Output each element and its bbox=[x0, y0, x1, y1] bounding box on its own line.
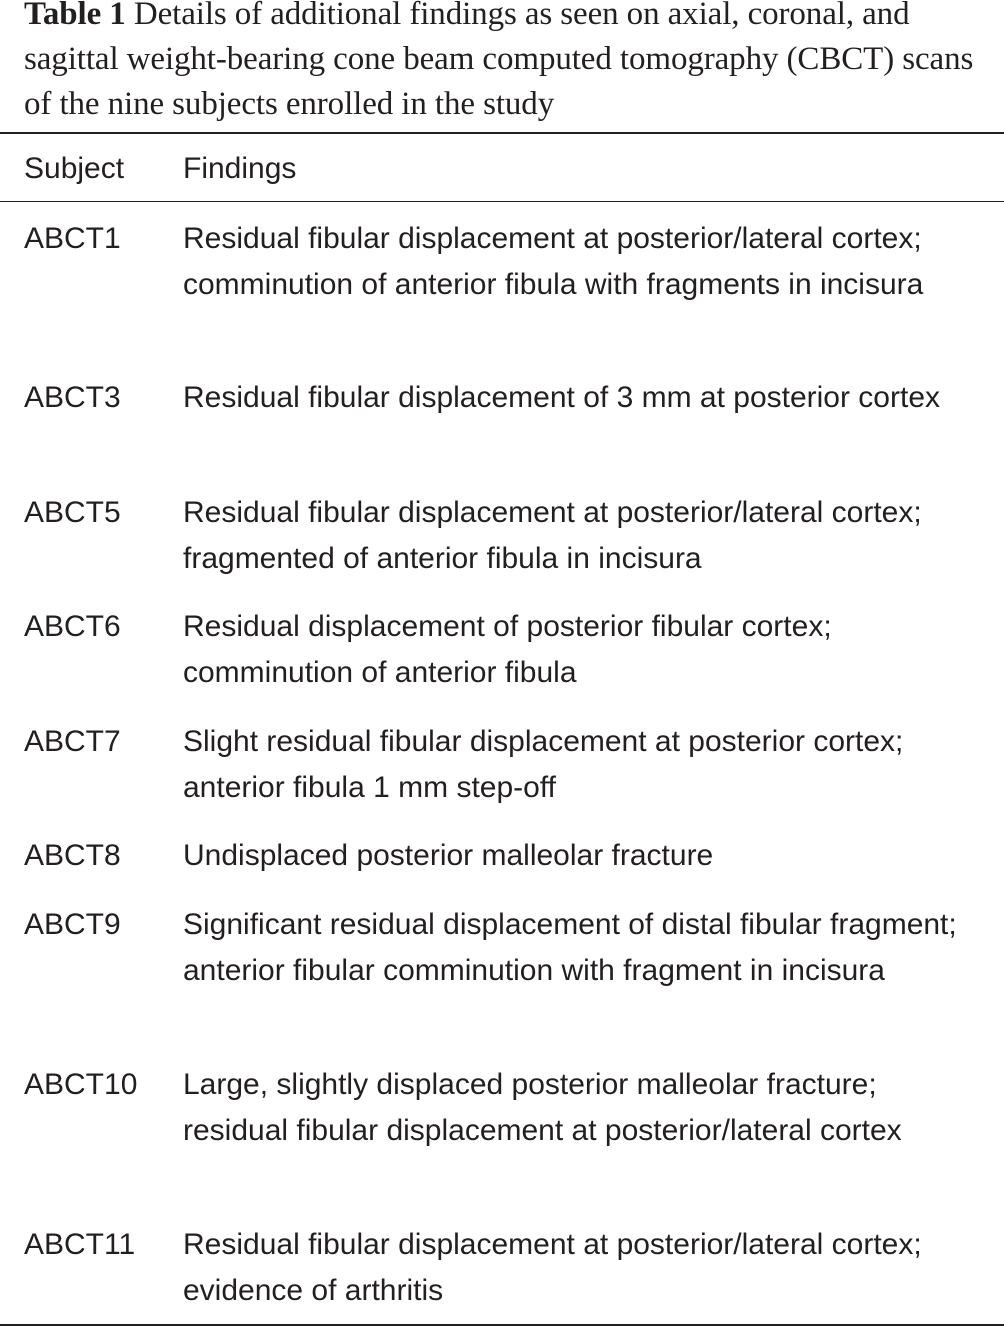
findings-cell: Residual fibular displacement at posterior/lateral cortex; fragmented of anterior fibula in incisura bbox=[183, 496, 922, 575]
column-header-subject: Subject bbox=[24, 152, 125, 185]
subject-cell: ABCT11 bbox=[24, 1228, 136, 1261]
table-label: Table 1 bbox=[24, 0, 126, 32]
findings-cell: Residual displacement of posterior fibular cortex; comminution of anterior fibula bbox=[183, 610, 832, 689]
subject-cell: ABCT7 bbox=[24, 725, 121, 758]
subject-cell: ABCT3 bbox=[24, 381, 121, 414]
table-header-rule bbox=[0, 201, 1004, 202]
table-bottom-rule bbox=[0, 1324, 1004, 1326]
findings-cell: Residual fibular displacement at posterior/lateral cortex; evidence of arthritis bbox=[183, 1228, 922, 1307]
subject-cell: ABCT10 bbox=[24, 1068, 138, 1101]
findings-cell: Undisplaced posterior malleolar fracture bbox=[183, 839, 714, 872]
subject-cell: ABCT5 bbox=[24, 496, 121, 529]
table-top-rule bbox=[0, 132, 1004, 134]
subject-cell: ABCT9 bbox=[24, 908, 121, 941]
column-header-findings: Findings bbox=[183, 152, 297, 185]
findings-cell: Residual fibular displacement of 3 mm at posterior cortex bbox=[183, 381, 941, 414]
findings-cell: Large, slightly displaced posterior malleolar fracture; residual fibular displacement at posterior/lateral cortex bbox=[183, 1068, 902, 1147]
subject-cell: ABCT8 bbox=[24, 839, 121, 872]
subject-cell: ABCT1 bbox=[24, 222, 121, 255]
subject-cell: ABCT6 bbox=[24, 610, 121, 643]
findings-cell: Significant residual displacement of distal fibular fragment; anterior fibular comminution with fragment in incisura bbox=[183, 908, 957, 987]
table-caption-text: Details of additional findings as seen on axial, coronal, and sagittal weight-bearing cone beam computed tomography (CBCT) scans of the nine subjects enrolled in the study bbox=[24, 0, 974, 122]
table-caption bbox=[24, 0, 994, 127]
findings-cell: Slight residual fibular displacement at posterior cortex; anterior fibula 1 mm step-off bbox=[183, 725, 904, 804]
findings-cell: Residual fibular displacement at posterior/lateral cortex; comminution of anterior fibula with fragments in incisura bbox=[183, 222, 924, 301]
